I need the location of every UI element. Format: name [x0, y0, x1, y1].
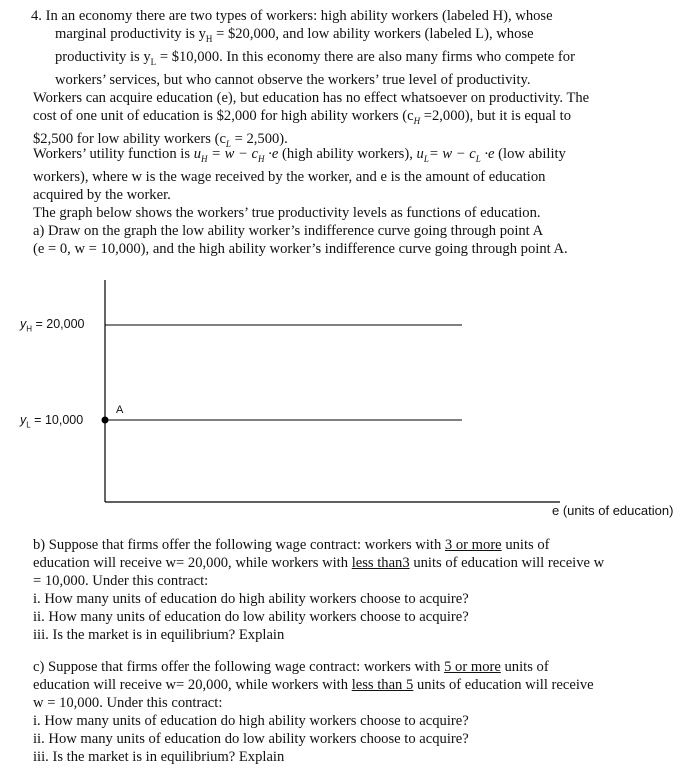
utility-line-3: acquired by the worker. [33, 186, 171, 203]
part-c-line-1: c) Suppose that firms offer the following wage contract: workers with [33, 659, 441, 675]
low-ability-note: (low ability [498, 146, 566, 162]
question-4-intro: 4. In an economy there are two types of workers: high ability workers (labeled H), whose marginal productivity is $y_H$ = $20,000, and low ability workers (labeled L), whose productivity is $y_L$ = $10,000. In this economy there are also many firms who compete for workers’ services, but who cannot observe the workers’ true level of productivity. Workers can acquire education (e), but education has no effect whatsoever on productivity. The cost of one unit of education is $2,000 for high ability workers $(c_H =2,000)$, but it is equal to $2,500 for low ability workers $(c_L = 2,500)$. [33, 7, 665, 153]
part-c-line-2: education will receive w= 20,000, while workers with [33, 677, 349, 693]
point-a-marker [102, 417, 109, 424]
part-a-line-2: (e = 0, w = 10,000), and the high ability worker’s indifference curve going through point A. [33, 240, 568, 257]
part-c-threshold: 5 or more [444, 659, 501, 675]
part-b-q-ii: ii. How many units of education do low ability workers choose to acquire? [33, 609, 469, 625]
part-c-less-than: less than 5 [351, 677, 414, 693]
q4-line-6: cost of one unit of education is $2,000 for high ability workers (c [33, 107, 414, 124]
yl-value: = $10,000. In this economy there are also many firms who compete for [159, 48, 575, 65]
q4-line-7: $2,500 for low ability workers (c [33, 130, 226, 147]
yh-axis-label: $y_H = 20,000$ [20, 317, 85, 334]
yh-value: = $20,000, and low ability workers (labeled L), whose [216, 26, 534, 42]
cl-value: = 2,500). [234, 130, 288, 147]
utility-line-4: The graph below shows the workers’ true productivity levels as functions of education. [33, 204, 541, 221]
q4-line-1: In an economy there are two types of workers: high ability workers (labeled H), whose [45, 8, 553, 24]
q4-line-4: workers’ services, but who cannot observe the workers’ true level of productivity. [55, 71, 531, 88]
utility-line-2: workers), where w is the wage received by the worker, and e is the amount of education [33, 168, 546, 185]
q4-line-3: productivity is y [55, 48, 151, 65]
yl-axis-label: $y_L = 10,000$ [20, 413, 84, 430]
part-b-q-iii: iii. Is the market is in equilibrium? Explain [33, 627, 285, 643]
part-b-line-1: b) Suppose that firms offer the following wage contract: workers with [33, 537, 442, 553]
part-b-less-than: less than3 [351, 555, 410, 571]
part-c: c) Suppose that firms offer the following wage contract: workers with 5 or more units of education will receive w= 20,000, while workers with less than 5 units of education will receive w = 10,000. Under this contract: i. How many units of education do high ability workers choose to acquire? ii. How many units of education do low ability workers choose to acquire? iii. Is the market is in equilibrium? Explain [33, 658, 665, 766]
q4-line-2: marginal productivity is y [55, 26, 206, 42]
part-b-line-2: education will receive w= 20,000, while workers with [33, 555, 349, 571]
part-b: b) Suppose that firms offer the following wage contract: workers with 3 or more units of education will receive w= 20,000, while workers with less than3 units of education will receive w = 10,000. Under this contract: i. How many units of education do high ability workers choose to acquire? ii. How many units of education do low ability workers choose to acquire? iii. Is the market is in equilibrium? Explain [33, 536, 665, 644]
part-a-line-1: a) Draw on the graph the low ability worker’s indifference curve going through point A [33, 222, 544, 239]
part-c-line-3: w = 10,000. Under this contract: [33, 695, 223, 711]
question-number: 4. [31, 8, 42, 24]
part-b-threshold: 3 or more [444, 537, 502, 553]
q4-line-5: Workers can acquire education (e), but education has no effect whatsoever on productivity. The [33, 89, 590, 106]
part-c-q-i: i. How many units of education do high ability workers choose to acquire? [33, 713, 469, 729]
part-b-q-i: i. How many units of education do high ability workers choose to acquire? [33, 591, 469, 607]
high-ability-note: (high ability workers), [281, 146, 413, 162]
ch-value: =2,000), but it is equal to [423, 107, 571, 124]
uh-formula: $u_H = w - c_H \cdot e$ [193, 146, 279, 164]
point-a-label: A [116, 404, 124, 416]
part-c-q-iii: iii. Is the market is in equilibrium? Explain [33, 749, 285, 765]
part-b-line-3: = 10,000. Under this contract: [33, 573, 209, 589]
x-axis-label: e (units of education) [552, 503, 674, 518]
ul-formula: $u_L= w - c_L \cdot e$ [416, 146, 495, 164]
part-c-q-ii: ii. How many units of education do low ability workers choose to acquire? [33, 731, 469, 747]
utility-intro: Workers’ utility function is [33, 146, 191, 162]
